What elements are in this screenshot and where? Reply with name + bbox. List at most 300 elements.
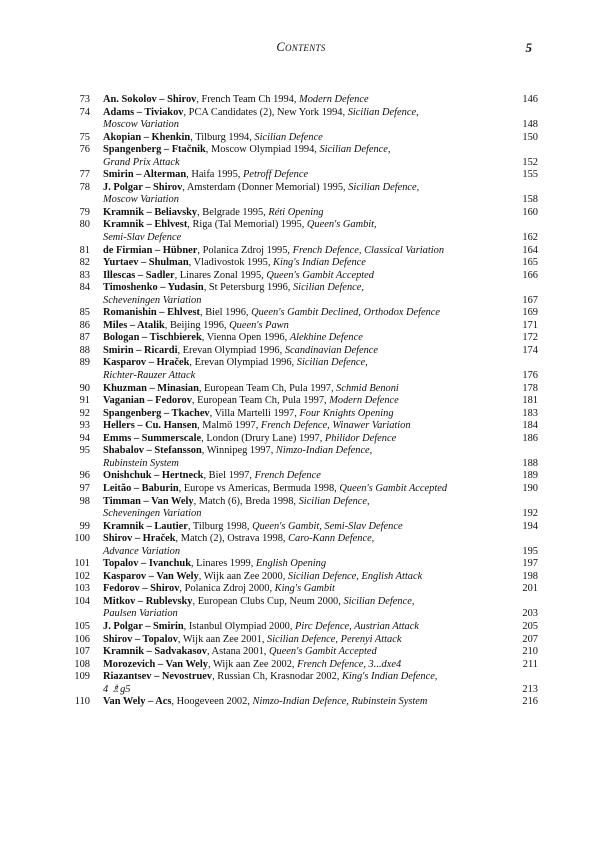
game-description (90, 634, 538, 647)
description-line (103, 470, 538, 483)
game-number: 81 (79, 244, 90, 256)
opening-name: Four Knights Opening (299, 407, 394, 419)
game-number: 105 (74, 620, 90, 632)
header-title: Contents (276, 40, 326, 54)
description-line (103, 445, 538, 458)
game-number: 85 (79, 307, 90, 319)
game-number: 109 (74, 671, 90, 683)
players: Shirov – Topalov (103, 633, 178, 645)
opening-name: Sicilian Defence, (348, 181, 420, 193)
opening-name: Modern Defence (329, 395, 399, 407)
game-description (90, 659, 538, 672)
game-number: 79 (79, 206, 90, 218)
game-number: 103 (74, 583, 90, 595)
game-number: 106 (74, 633, 90, 645)
players: Romanishin – Ehlvest (103, 307, 201, 319)
opening-name: Sicilian Defence, (298, 495, 370, 507)
opening-name: Sicilian Defence, (292, 282, 364, 294)
event-info: , Europe vs Americas, Bermuda 1998, (178, 482, 340, 494)
page-ref: 155 (522, 169, 538, 181)
page-ref: 189 (522, 470, 538, 482)
page-number: 5 (525, 40, 532, 55)
players: Spangenberg – Tkachev (103, 407, 210, 419)
page-ref: 171 (522, 319, 538, 331)
toc-entry (62, 144, 538, 169)
description-line (103, 571, 538, 584)
game-number: 80 (79, 219, 90, 231)
game-number: 78 (79, 181, 90, 193)
players: J. Polgar – Smirin (103, 620, 184, 632)
opening-name: Pirc Defence, Austrian Attack (295, 620, 419, 632)
event-info: , Riga (Tal Memorial) 1995, (187, 219, 307, 231)
players: Spangenberg – Ftačnik (103, 144, 206, 156)
event-info: , Vienna Open 1996, (201, 332, 290, 344)
players: Timoshenko – Yudasin (103, 282, 204, 294)
toc-entry (62, 420, 538, 433)
opening-name: Sicilian Defence (254, 131, 323, 143)
game-description (90, 320, 538, 333)
players: Kasparov – Hraček (103, 357, 190, 369)
toc-entry (62, 207, 538, 220)
event-info: , Wijk aan Zee 2001, (177, 633, 268, 645)
description-line (103, 671, 538, 684)
game-description (90, 282, 538, 307)
page-ref: 183 (522, 407, 538, 419)
game-description (90, 558, 538, 571)
event-info: , London (Drury Lane) 1997, (201, 432, 325, 444)
game-description (90, 621, 538, 634)
toc-entry (62, 496, 538, 521)
opening-name: Philidor Defence (324, 432, 397, 444)
toc-entry (62, 332, 538, 345)
description-line (103, 282, 538, 295)
page-ref: 162 (522, 232, 538, 244)
description-line (103, 558, 538, 571)
game-description (90, 596, 538, 621)
event-info: , Istanbul Olympiad 2000, (183, 620, 296, 632)
event-info: , Linares 1999, (190, 558, 256, 570)
event-info: , Beijing 1996, (164, 319, 230, 331)
players: Smirin – Ricardi (103, 344, 178, 356)
description-line (103, 219, 538, 232)
opening-name: Advance Variation (103, 545, 181, 557)
game-number: 87 (79, 332, 90, 344)
players: Emms – Summerscale (103, 432, 202, 444)
opening-name: Queen's Gambit Accepted (266, 269, 374, 281)
game-description (90, 408, 538, 421)
page-ref: 166 (522, 269, 538, 281)
opening-name: English Opening (255, 558, 327, 570)
page-ref: 213 (522, 683, 538, 695)
toc-entry (62, 659, 538, 672)
page-ref: 148 (522, 119, 538, 131)
game-number: 88 (79, 344, 90, 356)
players: Kramnik – Ehlvest (103, 219, 188, 231)
game-description (90, 395, 538, 408)
game-number: 74 (79, 106, 90, 118)
opening-name: Petroff Defence (242, 169, 309, 181)
players: Vaganian – Fedorov (103, 395, 192, 407)
page-ref: 198 (522, 570, 538, 582)
description-line (103, 634, 538, 647)
event-info: , Amsterdam (Donner Memorial) 1995, (182, 181, 349, 193)
event-info: , Match (2), Ostrava 1998, (175, 533, 289, 545)
event-info: , European Team Ch, Pula 1997, (191, 395, 330, 407)
description-line (103, 521, 538, 534)
players: Yurtaev – Shulman (103, 257, 189, 269)
toc-entry (62, 169, 538, 182)
toc-entry (62, 94, 538, 107)
toc-entry (62, 282, 538, 307)
players: Khuzman – Minasian (103, 382, 199, 394)
opening-name: Richter-Rauzer Attack (103, 370, 196, 382)
description-line (103, 533, 538, 546)
opening-name: Queen's Gambit Accepted (339, 482, 448, 494)
event-info: , St Petersburg 1996, (203, 282, 293, 294)
players: Hellers – Cu. Hansen (103, 420, 198, 432)
game-description (90, 245, 538, 258)
description-line (103, 583, 538, 596)
page-ref: 205 (522, 620, 538, 632)
description-line (103, 182, 538, 195)
game-description (90, 219, 538, 244)
game-description (90, 646, 538, 659)
players: Smirin – Alterman (103, 169, 187, 181)
description-line (103, 395, 538, 408)
opening-name: Caro-Kann Defence, (288, 533, 375, 545)
game-number: 89 (79, 357, 90, 369)
opening-name: Schmid Benoni (336, 382, 399, 394)
description-line (103, 169, 538, 182)
players: Leitão – Baburin (103, 482, 179, 494)
description-line (103, 458, 538, 471)
opening-name: Queen's Pawn (229, 319, 289, 331)
description-line (103, 596, 538, 609)
opening-name: Alekhine Defence (289, 332, 363, 344)
players: Shirov – Hraček (103, 533, 176, 545)
event-info: , PCA Candidates (2), New York 1994, (183, 106, 348, 118)
toc-entry (62, 257, 538, 270)
game-description (90, 307, 538, 320)
description-line (103, 420, 538, 433)
game-number: 82 (79, 257, 90, 269)
game-description (90, 144, 538, 169)
game-number: 108 (74, 658, 90, 670)
toc-list (62, 94, 538, 709)
toc-entry (62, 433, 538, 446)
toc-entry (62, 107, 538, 132)
page-ref: 181 (522, 395, 538, 407)
players: Bologan – Tischbierek (103, 332, 202, 344)
opening-name: Sicilian Defence, (347, 106, 419, 118)
game-description (90, 521, 538, 534)
page-ref: 207 (522, 633, 538, 645)
event-info: , Polanica Zdroj 1995, (197, 244, 293, 256)
opening-name: Sicilian Defence, (296, 357, 368, 369)
players: Miles – Atalik (103, 319, 165, 331)
toc-entry (62, 357, 538, 382)
game-number: 73 (79, 94, 90, 105)
game-description (90, 207, 538, 220)
game-number: 91 (79, 395, 90, 407)
event-info: , Belgrade 1995, (197, 206, 269, 218)
players: Shabalov – Stefansson (103, 445, 202, 457)
game-description (90, 383, 538, 396)
opening-name: Moscow Variation (103, 194, 179, 206)
running-header (62, 40, 540, 60)
toc-entry (62, 345, 538, 358)
game-description (90, 533, 538, 558)
toc-entry (62, 646, 538, 659)
description-line (103, 684, 538, 697)
toc-entry (62, 521, 538, 534)
description-line (103, 659, 538, 672)
description-line (103, 357, 538, 370)
players: Riazantsev – Nevostruev (103, 671, 213, 683)
event-info: , Match (6), Breda 1998, (193, 495, 299, 507)
players: Illescas – Sadler (103, 269, 175, 281)
toc-entry (62, 583, 538, 596)
event-info: , Erevan Olympiad 1996, (177, 344, 285, 356)
page-ref: 146 (522, 94, 538, 105)
game-number: 99 (79, 520, 90, 532)
page-ref: 190 (522, 482, 538, 494)
page-ref: 174 (522, 344, 538, 356)
description-line (103, 383, 538, 396)
game-number: 75 (79, 131, 90, 143)
event-info: , Biel 1996, (200, 307, 252, 319)
game-number: 94 (79, 432, 90, 444)
description-line (103, 307, 538, 320)
description-line (103, 696, 538, 709)
players: Topalov – Ivanchuk (103, 558, 191, 570)
event-info: , French Team Ch 1994, (196, 94, 300, 105)
event-info: , European Clubs Cup, Neum 2000, (192, 595, 344, 607)
description-line (103, 345, 538, 358)
opening-name: Réti Opening (268, 206, 324, 218)
toc-entry (62, 408, 538, 421)
game-description (90, 470, 538, 483)
page-ref: 211 (522, 658, 538, 670)
toc-entry (62, 483, 538, 496)
game-description (90, 445, 538, 470)
opening-name: Paulsen Variation (103, 608, 178, 620)
event-info: , Tilburg 1994, (190, 131, 255, 143)
game-number: 101 (74, 558, 90, 570)
description-line (103, 408, 538, 421)
players: Morozevich – Van Wely (103, 658, 208, 670)
page-ref: 201 (522, 583, 538, 595)
game-number: 83 (79, 269, 90, 281)
toc-entry (62, 533, 538, 558)
players: Adams – Tiviakov (103, 106, 184, 118)
description-line (103, 232, 538, 245)
page-ref: 188 (522, 457, 538, 469)
opening-name: 4 ♗g5 (103, 683, 131, 695)
event-info: , Russian Ch, Krasnodar 2002, (212, 671, 342, 683)
opening-name: Sicilian Defence, (343, 595, 415, 607)
game-number: 92 (79, 407, 90, 419)
toc-entry (62, 383, 538, 396)
page-ref: 172 (522, 332, 538, 344)
page-ref: 150 (522, 131, 538, 143)
description-line (103, 508, 538, 521)
players: Akopian – Khenkin (103, 131, 191, 143)
page-ref: 167 (522, 294, 538, 306)
toc-entry (62, 270, 538, 283)
event-info: , Villa Martelli 1997, (209, 407, 300, 419)
opening-name: Grand Prix Attack (103, 156, 180, 168)
game-number: 102 (74, 570, 90, 582)
description-line (103, 144, 538, 157)
description-line (103, 295, 538, 308)
event-info: , Vladivostok 1995, (188, 257, 274, 269)
event-info: , Haifa 1995, (186, 169, 243, 181)
opening-name: Nimzo-Indian Defence, Rubinstein System (252, 696, 428, 708)
page-ref: 192 (522, 508, 538, 520)
description-line (103, 332, 538, 345)
toc-entry (62, 182, 538, 207)
opening-name: Sicilian Defence, English Attack (287, 570, 423, 582)
description-line (103, 207, 538, 220)
players: J. Polgar – Shirov (103, 181, 183, 193)
page-ref: 186 (522, 432, 538, 444)
page-ref: 195 (522, 545, 538, 557)
page-ref: 165 (522, 257, 538, 269)
players: Fedorov – Shirov (103, 583, 180, 595)
game-description (90, 257, 538, 270)
toc-entry (62, 621, 538, 634)
opening-name: Queen's Gambit, Semi-Slav Defence (252, 520, 403, 532)
opening-name: Scheveningen Variation (103, 294, 202, 306)
game-description (90, 94, 538, 107)
event-info: , Hoogeveen 2002, (171, 696, 253, 708)
description-line (103, 107, 538, 120)
players: Kramnik – Sadvakasov (103, 646, 207, 658)
page-ref: 160 (522, 206, 538, 218)
opening-name: French Defence, Classical Variation (292, 244, 445, 256)
players: Van Wely – Acs (103, 696, 172, 708)
page-ref: 203 (522, 608, 538, 620)
description-line (103, 320, 538, 333)
game-description (90, 496, 538, 521)
toc-entry (62, 696, 538, 709)
opening-name: Nimzo-Indian Defence, (275, 445, 373, 457)
game-description (90, 696, 538, 709)
description-line (103, 132, 538, 145)
toc-entry (62, 558, 538, 571)
players: Kramnik – Lautier (103, 520, 188, 532)
page-ref: 210 (522, 646, 538, 658)
event-info: , Tilburg 1998, (187, 520, 253, 532)
event-info: , Erevan Olympiad 1996, (189, 357, 297, 369)
game-number: 84 (79, 282, 90, 294)
toc-entry (62, 307, 538, 320)
page-ref: 178 (522, 382, 538, 394)
toc-entry (62, 571, 538, 584)
page-ref: 164 (522, 244, 538, 256)
game-number: 77 (79, 169, 90, 181)
game-number: 93 (79, 420, 90, 432)
game-description (90, 357, 538, 382)
event-info: , Moscow Olympiad 1994, (205, 144, 320, 156)
opening-name: Queen's Gambit Accepted (269, 646, 377, 658)
players: Onishchuk – Hertneck (103, 470, 204, 482)
description-line (103, 157, 538, 170)
opening-name: King's Indian Defence, (341, 671, 438, 683)
toc-entry (62, 634, 538, 647)
page-ref: 197 (522, 558, 538, 570)
event-info: , Winnipeg 1997, (201, 445, 276, 457)
game-number: 76 (79, 144, 90, 156)
description-line (103, 483, 538, 496)
description-line (103, 608, 538, 621)
game-number: 86 (79, 319, 90, 331)
game-description (90, 270, 538, 283)
page-ref: 152 (522, 156, 538, 168)
toc-entry (62, 320, 538, 333)
description-line (103, 496, 538, 509)
page-ref: 176 (522, 370, 538, 382)
event-info: , European Team Ch, Pula 1997, (198, 382, 337, 394)
game-number: 100 (74, 533, 90, 545)
description-line (103, 119, 538, 132)
game-number: 96 (79, 470, 90, 482)
game-number: 110 (74, 696, 90, 708)
players: An. Sokolov – Shirov (103, 94, 197, 105)
description-line (103, 546, 538, 559)
description-line (103, 194, 538, 207)
game-description (90, 571, 538, 584)
opening-name: French Defence, 3...dxe4 (297, 658, 402, 670)
opening-name: Modern Defence (299, 94, 369, 105)
toc-entry (62, 245, 538, 258)
opening-name: Rubinstein System (103, 457, 179, 469)
game-description (90, 332, 538, 345)
game-description (90, 433, 538, 446)
page-ref: 169 (522, 307, 538, 319)
event-info: , Malmö 1997, (197, 420, 261, 432)
page-ref: 158 (522, 194, 538, 206)
game-number: 90 (79, 382, 90, 394)
description-line (103, 646, 538, 659)
game-description (90, 182, 538, 207)
game-number: 95 (79, 445, 90, 457)
opening-name: Sicilian Defence, (319, 144, 391, 156)
opening-name: French Defence, Winawer Variation (260, 420, 411, 432)
description-line (103, 370, 538, 383)
opening-name: King's Indian Defence (273, 257, 366, 269)
game-description (90, 169, 538, 182)
event-info: , Linares Zonal 1995, (174, 269, 267, 281)
event-info: , Polanica Zdroj 2000, (179, 583, 275, 595)
opening-name: Moscow Variation (103, 119, 179, 131)
opening-name: Scheveningen Variation (103, 508, 202, 520)
description-line (103, 433, 538, 446)
event-info: , Wijk aan Zee 2002, (207, 658, 298, 670)
game-number: 107 (74, 646, 90, 658)
opening-name: Queen's Gambit Declined, Orthodox Defence (251, 307, 441, 319)
page-ref: 194 (522, 520, 538, 532)
description-line (103, 621, 538, 634)
toc-entry (62, 132, 538, 145)
game-description (90, 107, 538, 132)
game-description (90, 345, 538, 358)
toc-entry (62, 596, 538, 621)
toc-entry (62, 445, 538, 470)
event-info: , Wijk aan Zee 2000, (198, 570, 288, 582)
description-line (103, 257, 538, 270)
